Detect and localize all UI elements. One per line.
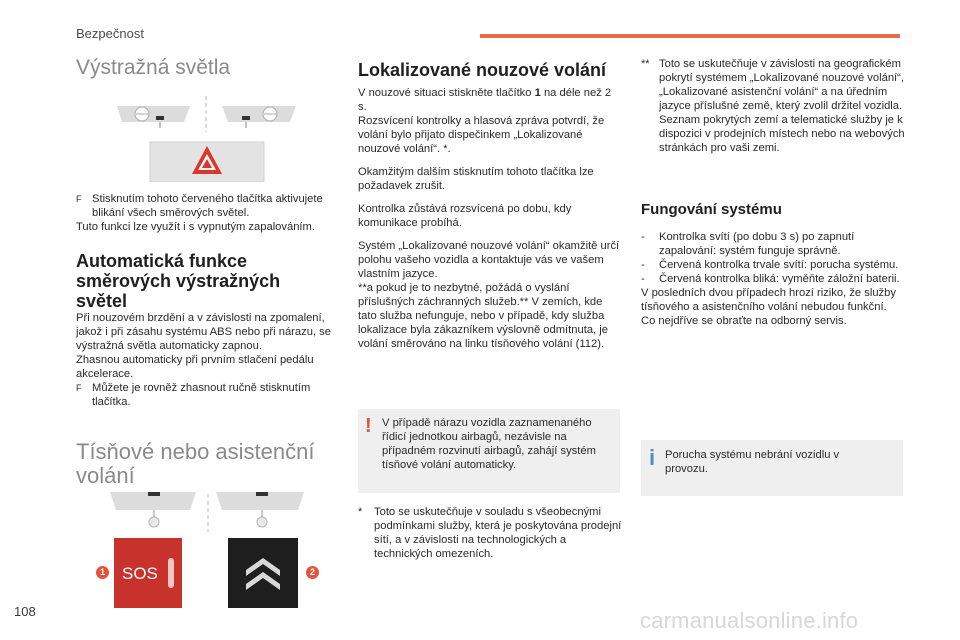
footnote-1-row: [358, 505, 624, 561]
cancel-text: Okamžitým dalším stisknutím tohoto tlačítka lze požadavek zrušit.: [358, 166, 594, 192]
watermark: carmanualsonline.info: [640, 608, 859, 633]
risk-text: V posledních dvou případech hrozí riziko, že služby tísňového a asistenčního volání nebudou funkční.: [641, 287, 896, 313]
auto-hazard-bullet: [76, 381, 332, 409]
emergency-call-title: Tísňové nebo asistenční volání: [76, 439, 315, 488]
bullet-marker: F: [76, 194, 82, 204]
info-text: Porucha systému nebrání vozidlu v provozu.: [665, 449, 840, 475]
footnote-1-text: Toto se uskutečňuje v souladu s všeobecnými podmínkami služby, která je poskytována prodejní sítí, a v závislosti na technologických a technických omezeních.: [374, 506, 622, 560]
hazard-bullet-text: Stisknutím tohoto červeného tlačítka aktivujete blikání všech směrových světel.: [92, 193, 323, 219]
status-list: [641, 230, 907, 286]
intro-text-b: na déle než 2 s.: [358, 87, 612, 113]
column-3: [641, 57, 907, 155]
auto-hazard-section: [76, 251, 332, 409]
warning-text: V případě nárazu vozidla zaznamenaného řídicí jednotkou airbagů, nezávisle na případném rozvinutí airbagů, zahájí systém tísňové volání automaticky.: [382, 417, 596, 471]
service-text: Co nejdříve se obraťte na odborný servis.: [641, 315, 847, 327]
section-label: Bezpečnost: [76, 26, 144, 41]
list-item: [641, 258, 907, 272]
system-operation-section: [641, 200, 907, 328]
hazard-text: [76, 192, 332, 234]
call-buttons-illustration: [96, 486, 326, 612]
footnote-2-mark: **: [641, 58, 650, 70]
dash-marker: -: [641, 273, 645, 285]
left-console-shape: [117, 106, 190, 122]
info-icon: i: [649, 445, 656, 470]
auto-hazard-bullet-text: Můžete je rovněž zhasnout ručně stisknutím tlačítka.: [92, 382, 311, 408]
list-item-text: Kontrolka svítí (po dobu 3 s) po zapnutí zapalování: systém funguje správně.: [659, 231, 855, 257]
system-operation-title: Fungování systému: [641, 201, 782, 218]
column-2: [358, 60, 622, 351]
dash-marker: -: [641, 259, 645, 271]
list-item: [641, 230, 907, 258]
hazard-title: Výstražná světla: [76, 56, 231, 79]
footnote-2-body: [659, 57, 907, 155]
list-item-text: Červená kontrolka bliká: vyměňte záložní baterii.: [659, 273, 900, 285]
warning-icon: !: [365, 415, 372, 437]
list-item-text: Červená kontrolka trvale svítí: porucha systému.: [659, 259, 899, 271]
assistance-button[interactable]: [228, 538, 298, 608]
hazard-illustration: [112, 92, 302, 182]
footnote-mark: *: [358, 506, 363, 518]
sos-label: SOS: [122, 564, 158, 583]
sos-indicator-light: [168, 558, 174, 588]
intro-text-a: V nouzové situaci stiskněte tlačítko: [358, 87, 535, 99]
emergency-call-section: [76, 440, 332, 488]
footnote-1: [358, 505, 624, 561]
hazard-bullet: [76, 192, 332, 220]
column-1: [76, 56, 326, 80]
page-number: 108: [14, 604, 36, 619]
chevrons-logo-icon: [244, 552, 282, 596]
localized-call-intro: [358, 86, 622, 114]
list-item: [641, 272, 907, 286]
section-divider: [480, 34, 900, 38]
localized-call-title: Lokalizované nouzové volání: [358, 60, 607, 80]
indicator-text: Kontrolka zůstává rozsvícená po dobu, kdy komunikace probíhá.: [358, 203, 572, 229]
footnote-2-text: Toto se uskutečňuje v závislosti na geografickém pokrytí systémem „Lokalizované nouzové volání“, „Lokalizované asistenční volání“ a na úředním jazyce příslušné země, který zvolil držitel vozidla.: [659, 58, 904, 112]
confirmation-text: Rozsvícení kontrolky a hlasová zpráva potvrdí, že volání bylo přijato dispečinkem „Lokalizované nouzové volání“. *.: [358, 115, 605, 155]
button-number: 1: [534, 87, 541, 99]
auto-hazard-text: Při nouzovém brzdění a v závislosti na zpomalení, jakož i při zásahu systému ABS nebo při nárazu, se výstražná světla automaticky zapnou.: [76, 312, 331, 352]
bullet-marker: F: [76, 383, 82, 393]
callout-1: 1: [96, 566, 109, 579]
hazard-ignition-text: Tuto funkci lze využít i s vypnutým zapalováním.: [76, 221, 315, 233]
auto-hazard-off-text: Zhasnou automaticky při prvním stlačení pedálu akcelerace.: [76, 354, 314, 380]
footnote-2: [641, 57, 907, 155]
info-box: [641, 440, 903, 496]
rescue-text: **a pokud je to nezbytné, požádá o vyslání příslušných záchranných služeb.** V zemích, kde tato služba nefunguje, nebo v případě, kdy služba lokalizace byla zákazníkem výslovně odmítnuta, je volání směrováno na linku tísňového volání (112).: [358, 282, 608, 350]
ceiling-console-graphic: [96, 486, 326, 536]
dash-marker: -: [641, 231, 645, 243]
location-text: Systém „Lokalizované nouzové volání“ okamžitě určí polohu vašeho vozidla a kontaktuje vás ve vašem vlastním jazyce.: [358, 240, 620, 280]
auto-hazard-title: Automatická funkce směrových výstražných světel: [76, 251, 281, 311]
footnote-2-text-b: Seznam pokrytých zemí a telematické služby je k dispozici v prodejních místech nebo na webových stránkách pro vaši zemi.: [659, 114, 905, 154]
callout-2: 2: [306, 566, 319, 579]
sos-button[interactable]: [114, 538, 182, 608]
warning-box: [358, 409, 620, 493]
